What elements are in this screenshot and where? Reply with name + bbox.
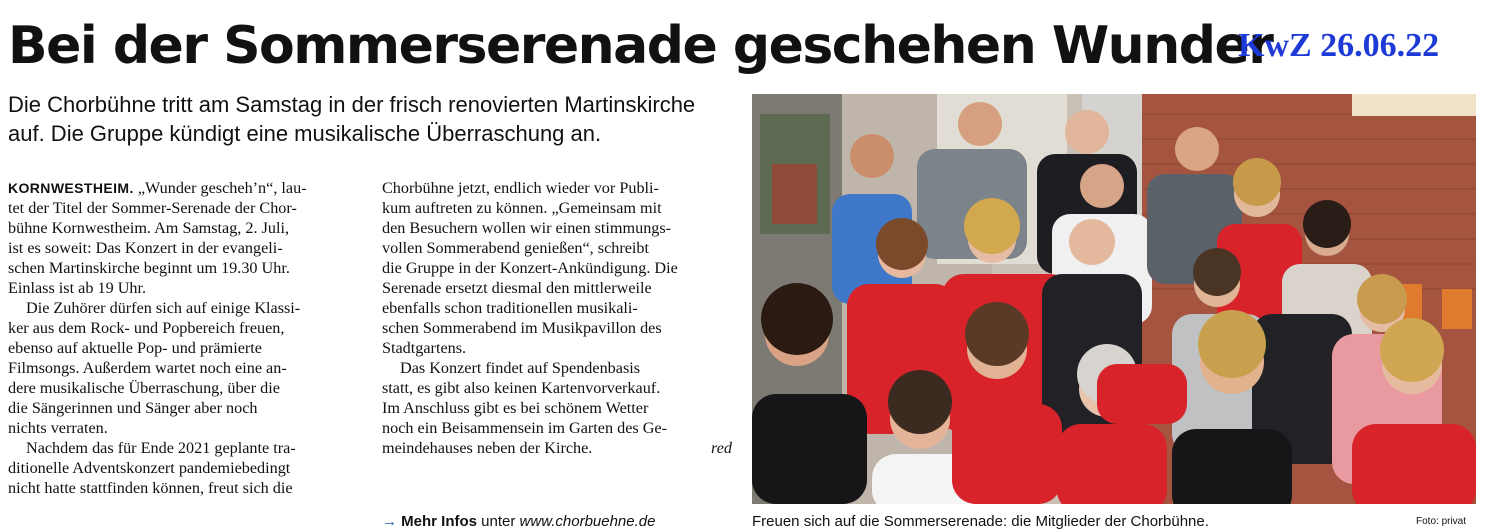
article-line: meindehauses neben der Kirche. red: [382, 439, 732, 457]
article-line: tet der Titel der Sommer-Serenade der Chor-: [8, 199, 297, 217]
article-line: statt, es gibt also keinen Kartenvorverkauf.: [382, 379, 661, 397]
photo-credit: Foto: privat: [1416, 516, 1467, 527]
article-line: ebenfalls schon traditionellen musikali-: [382, 299, 638, 317]
article-line: nichts verraten.: [8, 419, 108, 437]
article-line: Serenade ersetzt diesmal den mittlerweile: [382, 279, 652, 297]
article-line: noch ein Beisammensein im Garten des Ge-: [382, 419, 667, 437]
date-stamp: KwZ 26.06.22: [1238, 27, 1440, 64]
article-line: die Sängerinnen und Sänger aber noch: [8, 399, 258, 417]
subheadline: [8, 90, 748, 148]
more-info-link[interactable]: [382, 513, 655, 530]
article-line: schen Martinskirche beginnt um 19.30 Uhr.: [8, 259, 290, 277]
article-line: die Gruppe in der Konzert-Ankündigung. Die: [382, 259, 678, 277]
author-signature: red: [711, 439, 732, 457]
article-line: Chorbühne jetzt, endlich wieder vor Publi-: [382, 179, 659, 197]
article-line: schen Sommerabend im Musikpavillon des: [382, 319, 662, 337]
subhead-line: auf. Die Gruppe kündigt eine musikalische Überraschung an.: [8, 121, 602, 146]
article-line: ditionelle Adventskonzert pandemiebedingt: [8, 459, 291, 477]
article-line: Stadtgartens.: [382, 339, 467, 357]
article-line: Die Zuhörer dürfen sich auf einige Klassi-: [26, 299, 301, 317]
dateline: KORNWESTHEIM.: [8, 180, 134, 196]
article-line: Im Anschluss gibt es bei schönem Wetter: [382, 399, 649, 417]
website-url[interactable]: www.chorbuehne.de: [519, 513, 656, 530]
article-line: den Besuchern wollen wir einen stimmungs-: [382, 219, 672, 237]
subhead-line: Die Chorbühne tritt am Samstag in der frisch renovierten Martinskirche: [8, 92, 696, 117]
article-line: ebenso auf aktuelle Pop- und prämierte: [8, 339, 262, 357]
article-line: kum auftreten zu können. „Gemeinsam mit: [382, 199, 662, 217]
article-line: KORNWESTHEIM. „Wunder gescheh’n“, lau-: [8, 179, 307, 197]
article-line: dere musikalische Überraschung, über die: [8, 379, 280, 397]
article-line: ker aus dem Rock- und Popbereich freuen,: [8, 319, 285, 337]
article-column-1: [8, 178, 358, 498]
article-line: nicht hatte stattfinden können, freut sich die: [8, 479, 293, 497]
article-line: bühne Kornwestheim. Am Samstag, 2. Juli,: [8, 219, 290, 237]
article-column-2: [382, 178, 732, 458]
headline: Bei der Sommerserenade geschehen Wunder: [8, 16, 1273, 76]
article-line: Das Konzert findet auf Spendenbasis: [400, 359, 641, 377]
article-line: ist es soweit: Das Konzert in der evangeli-: [8, 239, 283, 257]
arrow-right-icon: →: [382, 513, 397, 530]
article-line: Nachdem das für Ende 2021 geplante tra-: [26, 439, 296, 457]
more-info-label: Mehr Infos: [401, 513, 478, 530]
more-info-connector: unter: [477, 513, 520, 530]
photo-caption: Freuen sich auf die Sommerserenade: die Mitglieder der Chorbühne.: [752, 513, 1209, 530]
group-photo: [752, 94, 1476, 504]
article-line: Filmsongs. Außerdem wartet noch eine an-: [8, 359, 287, 377]
article-line: vollen Sommerabend genießen“, schreibt: [382, 239, 650, 257]
article-line: Einlass ist ab 19 Uhr.: [8, 279, 147, 297]
